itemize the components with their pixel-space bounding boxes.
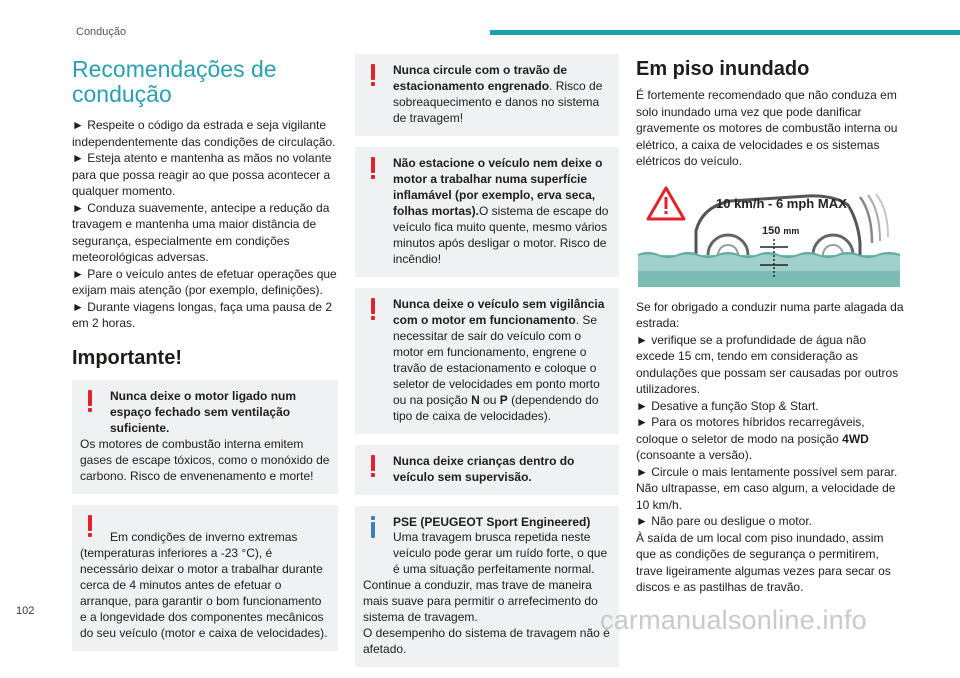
warning-icon [86,515,94,537]
list-item: À saída de um local com piso inundado, assim que as condições de segurança o permitirem, trave ligeiramente algumas vezes para secar os discos e as pastilhas de travão. [636,530,891,594]
flood-instructions [636,299,904,596]
warning-icon [369,157,377,179]
warning-bold: Não estacione o veículo nem deixe o motor a trabalhar numa superfície inflamável (por exemplo, erva seca, folhas mortas). [393,156,603,218]
warning-box [72,505,338,651]
column-right [636,54,904,596]
info-bold: PSE (PEUGEOT Sport Engineered) [393,515,591,529]
warning-text: O sistema de escape do veículo fica muito quente, mesmo vários minutos após desligar o motor. Risco de incêndio! [393,204,609,266]
flood-heading: Em piso inundado [636,58,810,80]
info-line: O desempenho do sistema de travagem não é afetado. [363,626,610,656]
warning-box [355,445,619,495]
header-rule [490,30,960,35]
flood-intro: É fortemente recomendado que não conduza em solo inundado uma vez que pode danificar gravemente os motores de combustão interna ou elétrico, a caixa de velocidades e os sistemas elétricos do veículo. [636,88,898,168]
info-icon [369,516,377,538]
page-title: Recomendações de condução [72,56,277,107]
list-item: ► Pare o veículo antes de efetuar operações que exijam mais atenção (por exemplo, definições). [72,266,337,297]
warning-bold: Nunca deixe o motor ligado num espaço fechado sem ventilação suficiente. [110,388,297,435]
list-text: ► Para os motores híbridos recarregáveis, coloque o seletor de modo na posição [636,415,865,446]
warning-bold: Nunca deixe o veículo sem vigilância com o motor em funcionamento [393,297,605,327]
flood-illustration [638,183,900,287]
list-item [636,414,904,464]
warning-box [355,147,619,277]
info-box [355,506,619,667]
warning-icon [369,298,377,320]
list-item: ► Esteja atento e mantenha as mãos no volante para que possa reagir ao que possa acontecer a qualquer momento. [72,151,332,198]
section-label: Condução [76,26,127,38]
list-item: ► verifique se a profundidade de água não excede 15 cm, tendo em consideração as ondulações que possam ser causadas por outros utilizadores. [636,332,899,396]
warning-box [355,288,619,434]
warning-box [72,380,338,494]
warning-text: . Se necessitar de sair do veículo com o motor em funcionamento, engrene o travão de estacionamento e coloque o seletor de velocidades em ponto morto ou na posição [393,313,600,407]
list-item: ► Desative a função Stop & Start. [636,398,819,413]
list-item: ► Respeite o código da estrada e seja vigilante independentemente das condições de circulação. [72,118,336,149]
recommendations-list [72,117,338,332]
warning-icon [86,390,94,412]
warning-text: Em condições de inverno extremas (temperaturas inferiores a -23 °C), é necessário deixar o motor a trabalhar durante cerca de 4 minutos antes de efetuar o arranque, para garantir o bom funcionamento e a longevidade dos componentes mecânicos do seu veículo (motor e caixa de velocidades). [80,529,328,640]
list-text: (consoante a versão). [636,448,753,462]
info-text [363,529,611,657]
warning-text: Os motores de combustão interna emitem gases de escape tóxicos, como o monóxido de carbono. Risco de envenenamento e morte! [80,436,330,483]
depth-unit: mm [783,225,800,236]
page-number: 102 [16,605,35,617]
warning-bold: Nunca circule com o travão de estacionamento engrenado [393,63,568,93]
depth-value: 150 [762,224,781,237]
warning-icon [369,64,377,86]
gear-p: P [499,393,508,407]
list-item: Se for obrigado a conduzir numa parte alagada da estrada: [636,299,904,330]
list-item: ► Circule o mais lentamente possível sem parar. Não ultrapasse, em caso algum, a velocidade de 10 km/h. [636,464,898,512]
warning-text: ou [479,393,500,407]
warning-icon [369,455,377,477]
gear-n: N [471,393,480,407]
list-item: ► Conduza suavemente, antecipe a redução da travagem e mantenha uma maior distância de segurança, especialmente em condições meteorológicas adversas. [72,200,330,264]
list-item: ► Não pare ou desligue o motor. [636,514,812,528]
warning-text: (dependendo do tipo de caixa de velocidades). [393,393,599,423]
watermark: carmanualsonline.info [600,605,867,635]
info-line: Continue a conduzir, mas trave de maneira mais suave para permitir o arrefecimento do sistema de travagem. [363,578,598,624]
list-item: ► Durante viagens longas, faça uma pausa de 2 em 2 horas. [72,299,333,330]
warning-triangle-icon [648,188,684,219]
depth-label [762,225,799,237]
warning-bold: Nunca deixe crianças dentro do veículo sem supervisão. [393,454,575,484]
speed-limit-label: 10 km/h - 6 mph MAX [716,195,847,211]
warning-text: . Risco de sobreaquecimento e danos no sistema de travagem! [393,79,603,125]
important-heading: Importante! [72,346,182,369]
column-left [72,54,338,662]
column-middle [355,54,619,678]
info-line: Uma travagem brusca repetida neste veículo pode gerar um ruído forte, o que é uma situação perfeitamente normal. [393,530,608,576]
mode-4wd: 4WD [842,431,869,446]
warning-box [355,54,619,136]
